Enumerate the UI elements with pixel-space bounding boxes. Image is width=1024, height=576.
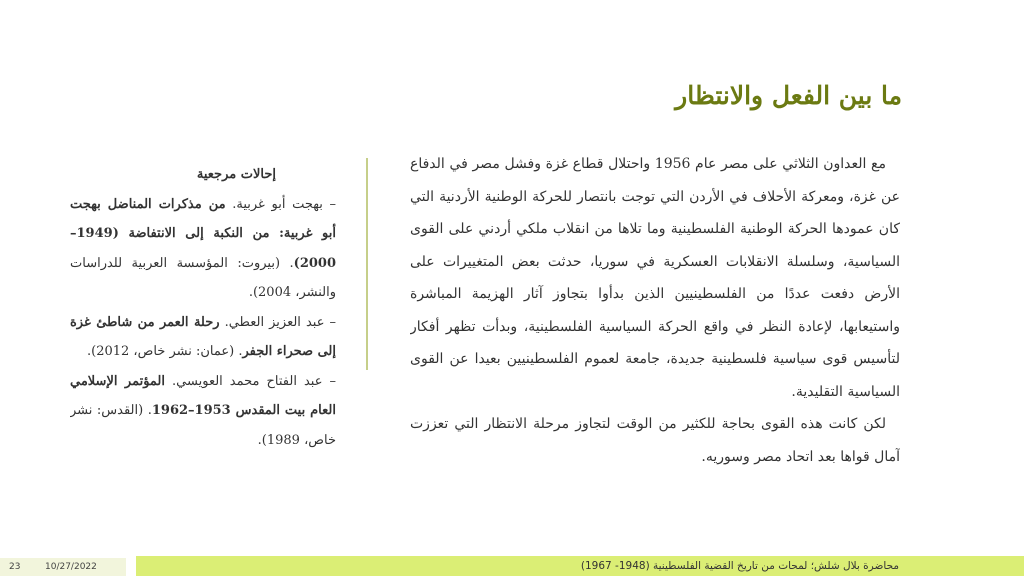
reference-author: – بهجت أبو غربية. [225,196,336,212]
references-list [70,190,336,456]
column-divider [366,158,368,370]
reference-author: – عبد العزيز العطي. [219,314,336,330]
slide-number: 23 [9,562,21,572]
reference-title: المؤتمر الإسلامي العام بيت المقدس 1953–1962 [70,373,336,418]
reference-item [70,190,336,308]
footer-text: محاضرة بلال شلش؛ لمحات من تاريخ القضية الفلسطينية (1948- 1967) [580,560,899,572]
reference-author: – عبد الفتاح محمد العويسي. [165,373,336,389]
footer-left [0,558,126,576]
main-text [410,148,900,478]
slide-title: ما بين الفعل والانتظار [675,81,902,110]
reference-publication: . (القدس: نشر خاص، 1989). [70,403,336,448]
reference-title: رحلة العمر من شاطئ غزة إلى صحراء الجفر [70,314,336,359]
reference-publication: . (عمان: نشر خاص، 2012). [86,344,243,359]
references-panel [70,160,336,490]
reference-publication: . (بيروت: المؤسسة العربية للدراسات والنشر، 2004). [70,255,336,300]
footer-bar [136,556,1024,576]
main-paragraph: لكن كانت هذه القوى بحاجة للكثير من الوقت لتجاوز مرحلة الانتظار التي تعززت آمال قواها بعد اتحاد مصر وسوريه. [410,416,900,465]
reference-title: من مذكرات المناضل بهجت أبو غربية: من النكبة إلى الانتفاضة (1949–2000) [70,196,336,271]
main-paragraph: مع العداون الثلاثي على مصر عام 1956 واحتلال قطاع غزة وفشل مصر في الدفاع عن غزة، ومعركة الأحلاف في الأردن التي توجت بانتصار للحركة الوطنية الأردنية التي كان عمودها الحركة الوطنية الفلسطينية وما تلاها من انقلاب ملكي أردني على القوى السياسية، وسلسلة الانقلابات العسكرية في سوريا، حدثت بعض المتغييرات على الأرض دفعت عددًا من الفلسطينيين الذين بدأوا بتجاوز آثار الهزيمة المباشرة واستيعابها، لإعادة النظر في واقع الحركة السياسية الفلسطينية، وبدأت تظهر أفكار لتأسيس قوى سياسية فلسطينية جديدة، جامعة لعموم الفلسطينيين بعيدا عن القوى السياسية التقليدية. [410,156,900,400]
reference-item [70,367,336,456]
references-heading: إحالات مرجعية [196,167,276,182]
reference-item [70,308,336,367]
slide-date: 10/27/2022 [45,562,97,572]
